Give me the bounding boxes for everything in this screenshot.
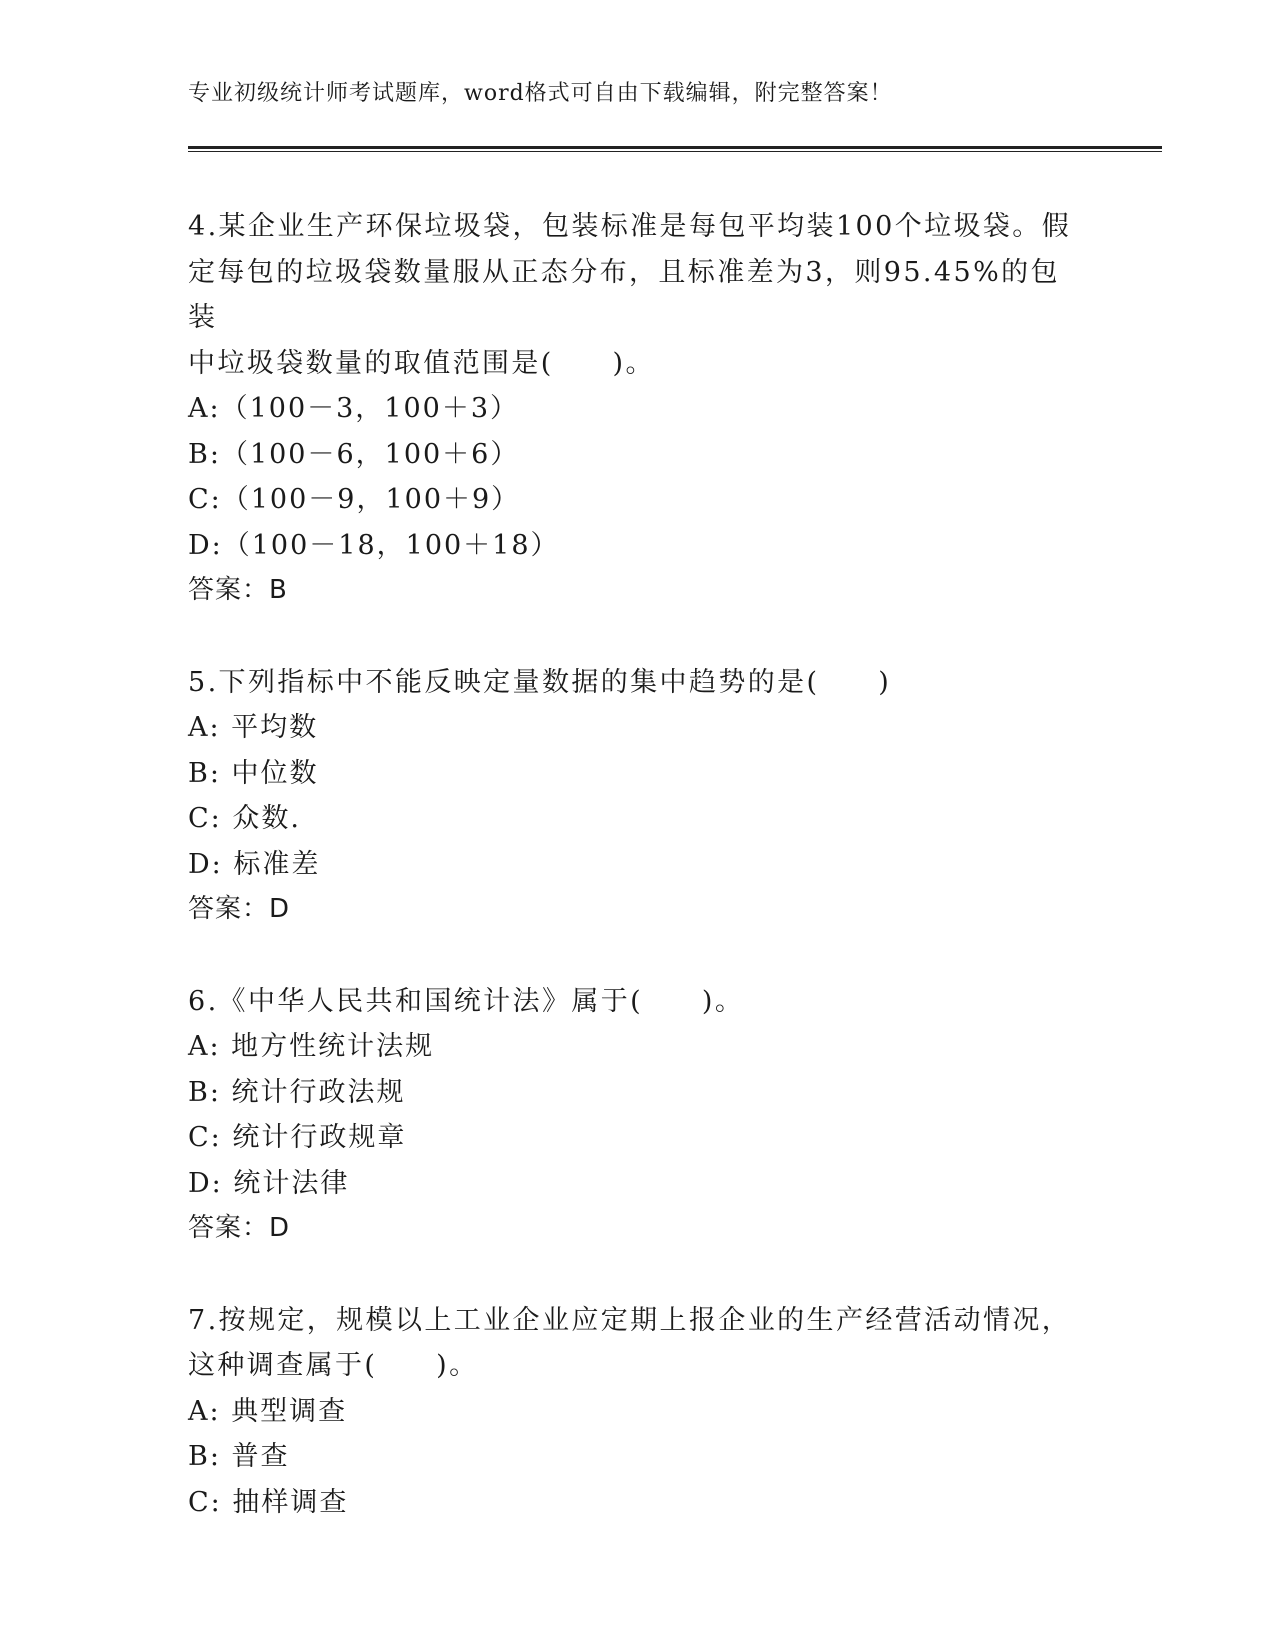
stem-line: 定每包的垃圾袋数量服从正态分布，且标准差为3，则95.45%的包装 <box>188 256 1060 333</box>
option-d: D:（100－18，100＋18） <box>188 529 560 561</box>
stem-line: 5.下列指标中不能反映定量数据的集中趋势的是( ) <box>188 666 892 698</box>
question-6 <box>188 979 1088 1252</box>
option-a: A: 地方性统计法规 <box>188 1031 435 1062</box>
answer-line: 答案：D <box>188 894 291 924</box>
page-header: 专业初级统计师考试题库，word格式可自由下载编辑，附完整答案！ <box>188 81 893 106</box>
option-a: A: 典型调查 <box>188 1395 348 1427</box>
answer-line: 答案：D <box>188 1213 291 1243</box>
question-stem <box>188 204 1088 386</box>
answer-line: 答案：B <box>188 575 288 605</box>
option-b: B: 中位数 <box>188 757 319 789</box>
header-divider <box>188 146 1162 152</box>
stem-line: 6.《中华人民共和国统计法》属于( )。 <box>188 985 745 1017</box>
stem-line: 7.按规定，规模以上工业企业应定期上报企业的生产经营活动情况， <box>188 1304 1072 1336</box>
option-c: C: 抽样调查 <box>188 1486 349 1518</box>
option-a: A:（100－3，100＋3） <box>188 393 520 424</box>
question-4 <box>188 204 1088 614</box>
stem-line: 中垃圾袋数量的取值范围是( )。 <box>188 347 655 379</box>
question-5 <box>188 660 1088 933</box>
question-stem <box>188 979 1088 1025</box>
option-b: B: 统计行政法规 <box>188 1076 406 1108</box>
option-c: C: 统计行政规章 <box>188 1122 407 1153</box>
option-c: C: 众数. <box>188 803 301 834</box>
option-d: D: 标准差 <box>188 848 321 880</box>
question-list <box>188 204 1088 1571</box>
stem-line: 4.某企业生产环保垃圾袋，包装标准是每包平均装100个垃圾袋。假 <box>188 211 1072 242</box>
question-7 <box>188 1298 1088 1526</box>
option-c: C:（100－9，100＋9） <box>188 484 521 515</box>
question-stem <box>188 1298 1088 1389</box>
option-b: B: 普查 <box>188 1441 290 1472</box>
option-a: A: 平均数 <box>188 712 319 743</box>
stem-line: 这种调查属于( )。 <box>188 1350 479 1381</box>
question-stem <box>188 660 1088 706</box>
option-d: D: 统计法律 <box>188 1167 350 1199</box>
option-b: B:（100－6，100＋6） <box>188 438 520 470</box>
